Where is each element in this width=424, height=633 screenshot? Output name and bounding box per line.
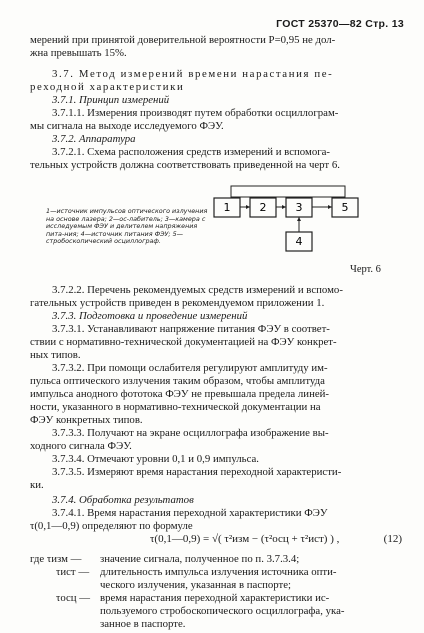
block-label: 2 [259,201,267,214]
block-label: 3 [295,201,303,214]
definitions-list [30,553,402,631]
figure-label: Черт. 6 [350,264,381,275]
subsection-heading: 3.7.3. Подготовка и проведение измерений [52,310,248,322]
text-line: ности, указанного в нормативно-технической документации на [30,401,321,413]
block-label: 4 [295,235,303,248]
definition-value: значение сигнала, полученное по п. 3.7.3.4; [100,553,300,565]
text-line: 3.7.2.2. Перечень рекомендуемых средств измерений и вспомо- [52,284,343,296]
text-line: ФЭУ конкретных типов. [30,414,143,426]
definition-key [30,579,100,592]
text-line: мы сигнала на выходе исследуемого ФЭУ. [30,120,224,132]
figure-caption: 1—источник импульсов оптического излучения на основе лазера; 2—ос-лабитель; 3—камера с исследуемым ФЭУ и делителем напряжения пита-ния; 4—источник питания ФЭУ; 5—стробоскопический осциллограф. [46,207,208,246]
text-line: импульса анодного фототока ФЭУ не превышала предела линей- [30,388,330,400]
text-line: 3.7.3.5. Измеряют время нарастания переходной характеристи- [52,466,342,478]
definition-key: τосц — [56,592,91,604]
formula: τ(0,1—0,9) = √( τ²изм − (τ²осц + τ²ист) ) , [150,533,340,545]
subsection-heading: 3.7.2. Аппаратура [52,133,136,145]
text-line: гательных устройств приведен в рекомендуемом приложении 1. [30,297,325,309]
definition-key: τист — [56,566,90,578]
text-line: тельных устройств должна соответствовать приведенной на черт 6. [30,159,340,171]
definition-value: занное в паспорте. [100,618,186,630]
definition-item [30,566,402,579]
page-header: ГОСТ 25370—82 Стр. 13 [276,18,404,30]
definition-item [30,592,402,605]
section-heading: реходной характеристики [30,81,185,93]
text-line: жна превышать 15%. [30,47,127,59]
text-line: 3.7.2.1. Схема расположения средств измерений и вспомога- [52,146,331,158]
text-line: 3.7.1.1. Измерения производят путем обработки осциллограм- [52,107,339,119]
definition-value: пользуемого стробоскопического осциллографа, ука- [100,605,345,617]
text-line: 3.7.3.4. Отмечают уровни 0,1 и 0,9 импульса. [52,453,259,465]
definition-item [30,579,402,592]
subsection-heading: 3.7.4. Обработка результатов [52,494,194,506]
equation-number: (12) [383,533,402,545]
definition-item [30,618,402,631]
subsection-heading: 3.7.1. Принцип измерений [52,94,170,106]
text-line: 3.7.4.1. Время нарастания переходной характеристики ФЭУ [52,507,328,519]
block-label: 5 [341,201,349,214]
text-line: 3.7.3.3. Получают на экране осциллографа изображение вы- [52,427,329,439]
text-line: мерений при принятой доверительной вероятности P=0,95 не дол- [30,34,336,46]
definition-value: ческого излучения, указанная в паспорте; [100,579,292,591]
definition-key: где τизм — [30,553,82,565]
text-line: τ(0,1—0,9) определяют по формуле [30,520,193,532]
definition-key [30,618,100,631]
definition-item [30,605,402,618]
definition-value: длительность импульса излучения источника опти- [100,566,337,578]
text-line: ствии с нормативно-технической документацией на ФЭУ конкрет- [30,336,337,348]
text-line: пульса оптического излучения таким образом, чтобы амплитуда [30,375,325,387]
definition-value: время нарастания переходной характеристики ис- [100,592,330,604]
definition-key [30,605,100,618]
text-line: ходного сигнала ФЭУ. [30,440,132,452]
section-heading: 3.7. Метод измерений времени нарастания пе- [52,68,334,80]
text-line: ки. [30,479,44,491]
text-line: 3.7.3.1. Устанавливают напряжение питания ФЭУ в соответ- [52,323,330,335]
definition-item [30,553,402,566]
block-diagram [210,175,390,275]
text-line: 3.7.3.2. При помощи ослабителя регулируют амплитуду им- [52,362,328,374]
text-line: ных типов. [30,349,81,361]
block-label: 1 [223,201,231,214]
